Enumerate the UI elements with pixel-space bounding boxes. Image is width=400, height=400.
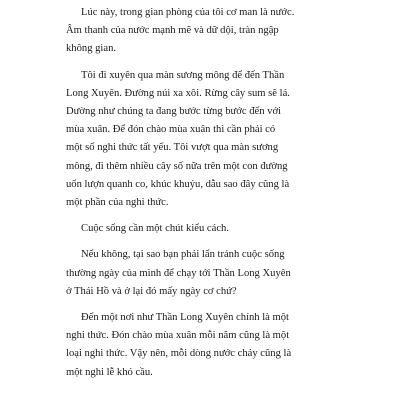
paragraph: Nếu không, tại sao bạn phải lẩn tránh cuộc sống thường ngày của mình để chạy tới Thần Long Xuyên ở Thái Hồ và ở lại đó mấy ngày cơ chứ?	[66, 249, 291, 297]
paragraph: Đến một nơi như Thần Long Xuyên chính là một nghi thức. Đón chào mùa xuân mỗi năm cũng là một loại nghi thức. Vậy nên, mỗi dòng nước chảy cũng là một nghi lễ khó cầu.	[66, 312, 292, 378]
paragraph: Lúc này, trong gian phòng của tôi cơ man là nước. Âm thanh của nước mạnh mẽ và dữ dội, tràn ngập không gian.	[66, 7, 295, 55]
paragraph: Tôi đi xuyên qua màn sương mông để đến Thần Long Xuyên. Đường núi xa xôi. Rừng cây sum sê lá. Dường như chúng ta đang bước từng bước đến với mùa xuân. Để đón chào mùa xuân thì cần phải có một số nghi thức tất yếu. Tôi vượt qua màn sương mông, đi thêm nhiều cây số nữa trên một con đường uốn lượn quanh co, khúc khuỷu, dẫu sao đây cũng là một phần của nghi thức.	[66, 69, 290, 209]
paragraph: Cuộc sống cần một chút kiểu cách.	[81, 223, 229, 235]
